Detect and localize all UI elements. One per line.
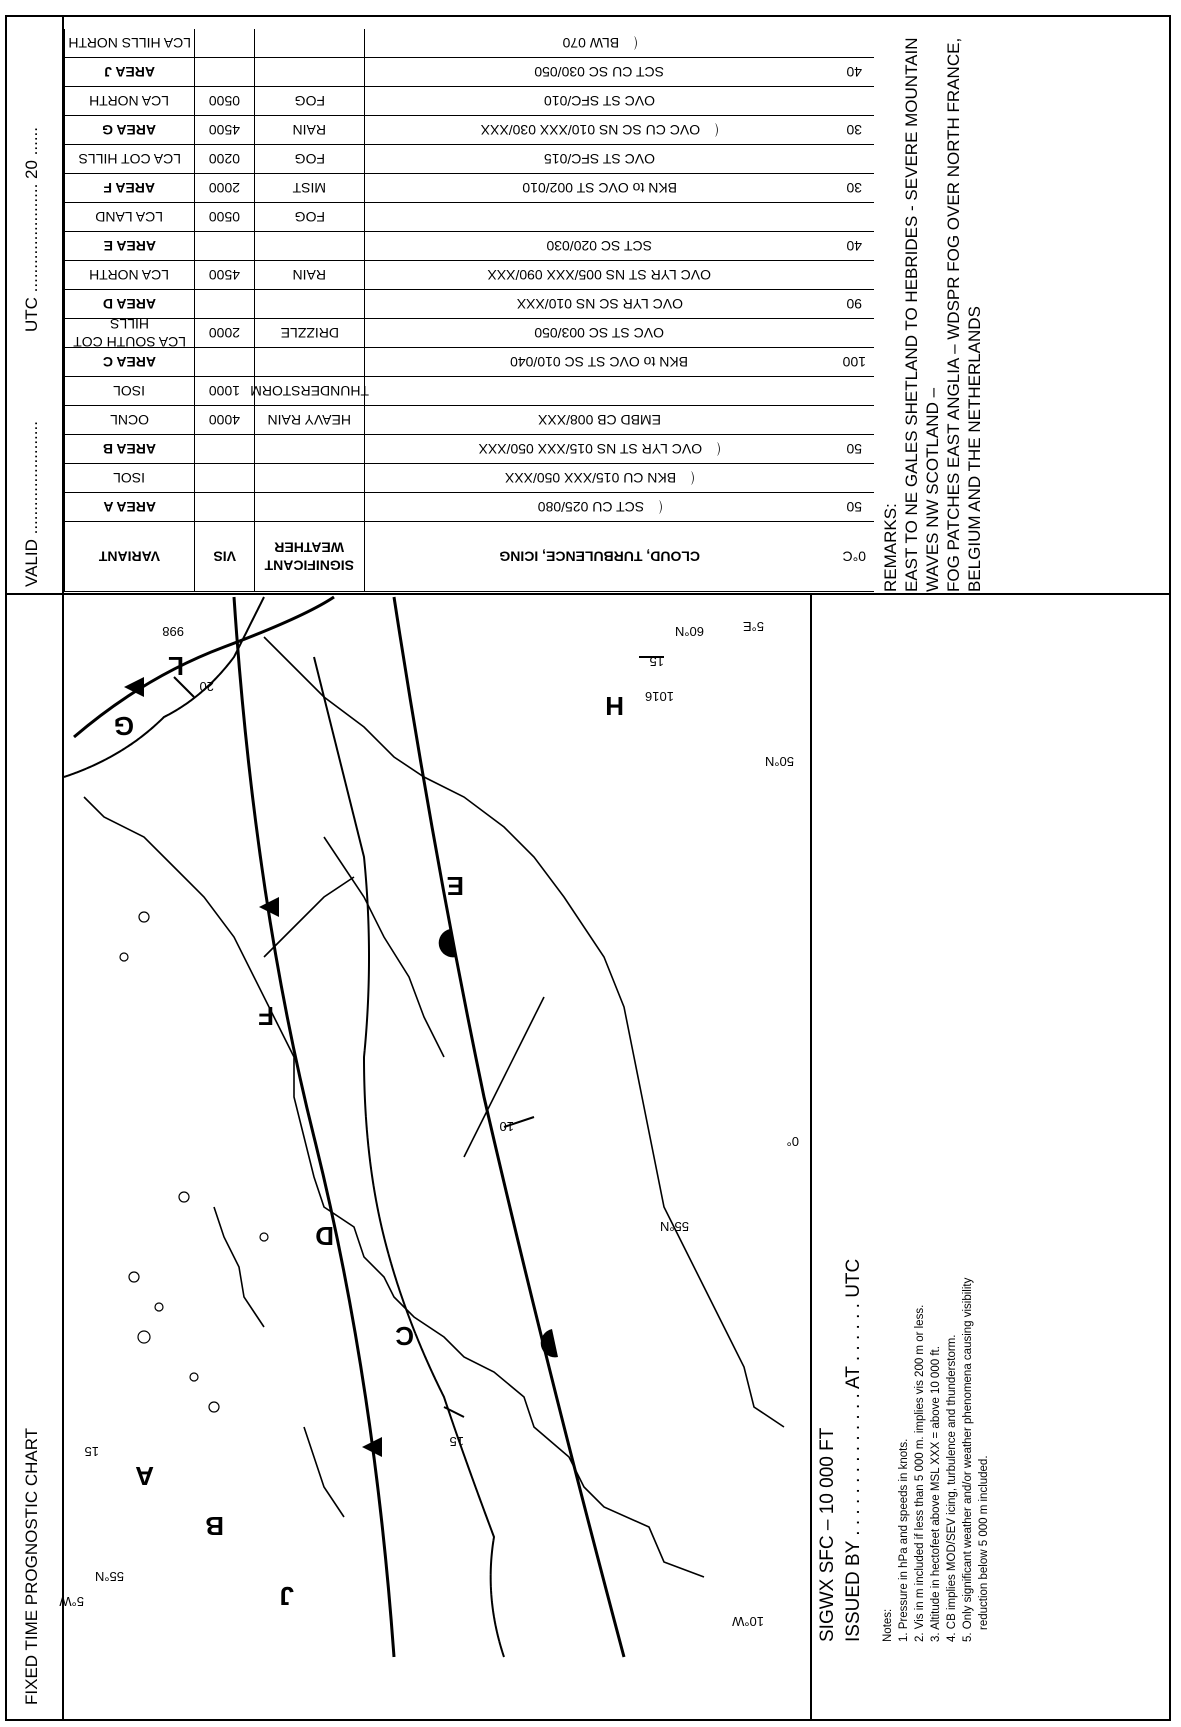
row-vis [194, 232, 254, 261]
header-vis: VIS [194, 522, 254, 592]
row-cloud: ⌒ SCT CU 025/080 [364, 493, 834, 522]
row-sig-weather: FOG [254, 87, 364, 116]
row-temp [834, 319, 874, 348]
row-temp: 90 [834, 290, 874, 319]
area-boundaries [64, 597, 504, 1657]
row-variant: LCA COT HILLS [64, 145, 194, 174]
row-cloud: ⌒ BLW 070 [364, 29, 834, 58]
row-cloud: ⌒ OVC LYR ST NS 015/XXX 050/XXX [364, 435, 834, 464]
row-vis: 0200 [194, 145, 254, 174]
row-temp [834, 261, 874, 290]
row-variant: AREA D [64, 290, 194, 319]
row-sig-weather: FOG [254, 145, 364, 174]
row-temp [834, 406, 874, 435]
row-vis: 4500 [194, 116, 254, 145]
row-variant: AREA C [64, 348, 194, 377]
row-sig-weather [254, 58, 364, 87]
valid-field: VALID ........................ [22, 421, 41, 587]
note-2: 2. Vis in m included if less than 5 000 m. implies vis 200 m or less. [914, 1304, 926, 1642]
row-sig-weather [254, 232, 364, 261]
svg-text:5°E: 5°E [742, 619, 764, 634]
svg-text:5°W: 5°W [59, 1594, 84, 1609]
row-cloud: OVC LYR ST NS 005/XXX 090/XXX [364, 261, 834, 290]
islands [120, 912, 268, 1412]
svg-text:20: 20 [199, 679, 214, 694]
row-temp: 100 [834, 348, 874, 377]
row-cloud: EMBD CB 008/XXX [364, 406, 834, 435]
row-cloud: OVC LYR SC NS 010/XXX [364, 290, 834, 319]
svg-text:15: 15 [84, 1444, 99, 1459]
remarks-heading: REMARKS: [881, 503, 900, 592]
row-sig-weather [254, 290, 364, 319]
note-3: 3. Altitude in hectofeet above MSL XXX = above 10 000 ft. [930, 1346, 942, 1642]
svg-text:55°N: 55°N [94, 1569, 124, 1584]
row-sig-weather: THUNDERSTORM [254, 377, 364, 406]
row-sig-weather: FOG [254, 203, 364, 232]
fronts [74, 597, 624, 1657]
row-variant: LCA NORTH [64, 261, 194, 290]
row-variant: LCA NORTH [64, 87, 194, 116]
map-annotations [59, 619, 799, 1629]
header-sig-weather: SIGNIFICANT WEATHER [254, 522, 364, 592]
row-vis [194, 464, 254, 493]
notes [880, 602, 992, 1642]
row-temp: 40 [834, 58, 874, 87]
row-temp [834, 464, 874, 493]
row-variant: LCA LAND [64, 203, 194, 232]
row-temp [834, 87, 874, 116]
issued-by: ISSUED BY . . . . . . . . . . . . . . AT . . . . . . UTC [843, 1258, 864, 1642]
row-sig-weather: DRIZZLE [254, 319, 364, 348]
row-vis [194, 29, 254, 58]
svg-text:J: J [279, 1581, 294, 1611]
area-labels [114, 651, 624, 1611]
row-cloud: BKN to OVC ST SC 010/040 [364, 348, 834, 377]
front-symbols [124, 677, 558, 1457]
row-cloud: ⌒ BKN CU 015/XXX 050/XXX [364, 464, 834, 493]
forecast-table [64, 15, 874, 592]
row-vis [194, 493, 254, 522]
row-variant: AREA E [64, 232, 194, 261]
row-vis: 2000 [194, 174, 254, 203]
svg-text:C: C [395, 1321, 414, 1351]
row-cloud: OVC ST SFC/010 [364, 87, 834, 116]
row-sig-weather [254, 348, 364, 377]
row-vis: 2000 [194, 319, 254, 348]
row-cloud: BKN to OVC ST 002/010 [364, 174, 834, 203]
row-cloud: SCT CU SC 030/050 [364, 58, 834, 87]
svg-text:0°: 0° [786, 1134, 799, 1149]
row-temp: 30 [834, 116, 874, 145]
svg-text:L: L [168, 651, 184, 681]
svg-text:10: 10 [499, 1119, 514, 1134]
row-cloud: SCT SC 020/030 [364, 232, 834, 261]
row-variant: ISOL [64, 377, 194, 406]
row-cloud [364, 203, 834, 232]
row-vis: 1000 [194, 377, 254, 406]
coastline [84, 637, 784, 1577]
row-sig-weather: RAIN [254, 261, 364, 290]
row-sig-weather: RAIN [254, 116, 364, 145]
notes-heading: Notes: [882, 1608, 894, 1642]
row-cloud: OVC ST SFC/015 [364, 145, 834, 174]
row-vis [194, 290, 254, 319]
row-temp [834, 377, 874, 406]
row-temp: 50 [834, 493, 874, 522]
map-bottom-divider [810, 593, 812, 1721]
row-variant: LCA HILLS NORTH [64, 29, 194, 58]
svg-text:D: D [315, 1221, 334, 1251]
note-1: 1. Pressure in hPa and speeds in knots. [898, 1438, 910, 1642]
row-temp: 50 [834, 435, 874, 464]
row-variant: AREA A [64, 493, 194, 522]
row-vis [194, 435, 254, 464]
svg-text:10°W: 10°W [732, 1614, 764, 1629]
svg-text:60°N: 60°N [674, 624, 704, 639]
remarks-line1: EAST TO NE GALES SHETLAND TO HEBRIDES - SEVERE MOUNTAIN WAVES NW SCOTLAND – [902, 37, 942, 592]
row-vis [194, 348, 254, 377]
sigwx-block [815, 1259, 867, 1642]
row-variant: AREA F [64, 174, 194, 203]
note-4: 4. CB implies MOD/SEV icing, turbulence and thunderstorm. [946, 1334, 958, 1642]
row-vis: 4500 [194, 261, 254, 290]
sigwx-range: SIGWX SFC – 10 000 FT [817, 1427, 838, 1642]
row-variant: ISOL [64, 464, 194, 493]
row-sig-weather [254, 435, 364, 464]
row-sig-weather [254, 464, 364, 493]
row-sig-weather: HEAVY RAIN [254, 406, 364, 435]
row-temp [834, 203, 874, 232]
svg-text:55°N: 55°N [659, 1219, 689, 1234]
remarks [880, 22, 985, 592]
note-5b: reduction below 5 000 m included. [978, 1455, 990, 1630]
row-variant: AREA J [64, 58, 194, 87]
row-temp [834, 145, 874, 174]
row-variant: AREA G [64, 116, 194, 145]
row-temp: 40 [834, 232, 874, 261]
row-cloud: ⌒ OVC CU SC NS 010/XXX 030/XXX [364, 116, 834, 145]
svg-text:F: F [258, 1001, 274, 1031]
row-variant: OCNL [64, 406, 194, 435]
row-temp [834, 29, 874, 58]
row-cloud: OVC ST SC 003/050 [364, 319, 834, 348]
remarks-line2: FOG PATCHES EAST ANGLIA – WDSPR FOG OVER NORTH FRANCE, BELGIUM AND THE NETHERLANDS [944, 37, 984, 592]
row-vis: 4000 [194, 406, 254, 435]
row-variant: LCA SOUTH COT HILLS [64, 319, 194, 348]
header-variant: VARIANT [64, 522, 194, 592]
svg-text:15: 15 [449, 1434, 464, 1449]
note-5: 5. Only significant weather and/or weather phenomena causing visibility [962, 1277, 974, 1642]
utc-date-field: UTC ....................... 20 ...... [22, 127, 41, 332]
svg-text:1016: 1016 [645, 689, 674, 704]
weather-map [59, 597, 809, 1657]
row-sig-weather [254, 29, 364, 58]
svg-text:50°N: 50°N [764, 754, 794, 769]
row-sig-weather [254, 493, 364, 522]
row-sig-weather: MIST [254, 174, 364, 203]
map-table-divider [6, 593, 1171, 595]
svg-text:A: A [135, 1461, 154, 1491]
svg-text:G: G [113, 711, 134, 741]
row-temp: 30 [834, 174, 874, 203]
svg-text:H: H [605, 691, 624, 721]
row-vis [194, 58, 254, 87]
row-vis: 0500 [194, 203, 254, 232]
row-cloud [364, 377, 834, 406]
svg-text:15: 15 [649, 654, 664, 669]
svg-text:E: E [446, 871, 464, 901]
svg-text:998: 998 [162, 624, 184, 639]
row-variant: AREA B [64, 435, 194, 464]
header-temp: 0°C [834, 522, 874, 592]
header-cloud: CLOUD, TURBULENCE, ICING [364, 522, 834, 592]
row-vis: 0500 [194, 87, 254, 116]
chart-title: FIXED TIME PROGNOSTIC CHART [22, 1427, 41, 1705]
svg-text:B: B [205, 1511, 224, 1541]
